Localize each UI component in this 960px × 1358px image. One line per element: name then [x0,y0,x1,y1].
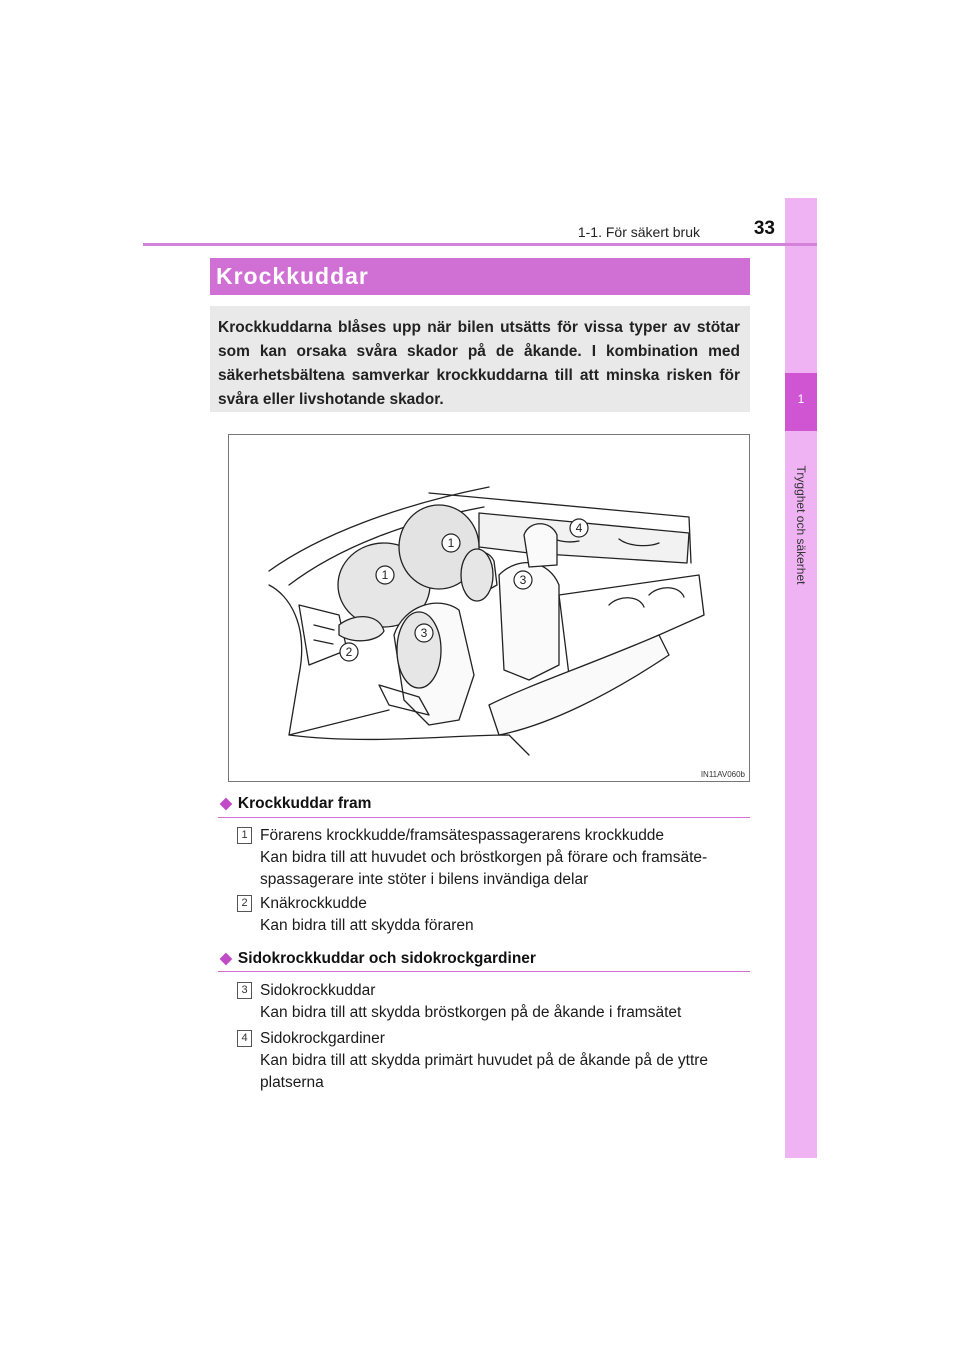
callout-label: 1 [381,568,389,582]
item-number-badge: 3 [237,982,252,999]
section-rule [218,817,750,818]
item-title: Knäkrockkudde [260,895,367,912]
section-heading-front [220,794,371,813]
list-item [260,893,760,937]
page-title: Krockkuddar [216,263,369,289]
item-description-line: Kan bidra till att skydda föraren [260,917,474,934]
item-title: Sidokrockgardiner [260,1030,385,1047]
chapter-label: Trygghet och säkerhet [794,465,808,585]
chapter-side-tab [785,198,817,1158]
section-heading-text: Sidokrockkuddar och sidokrockgardiner [237,950,536,967]
item-description-line: spassagerare inte stöter i bilens invändiga delar [260,871,589,888]
airbag-illustration [228,434,750,782]
item-number-badge: 1 [237,827,252,844]
callout-label: 3 [519,573,527,587]
page-number: 33 [753,218,775,239]
item-description-line: Kan bidra till att huvudet och bröstkorgen på förare och framsäte- [260,849,708,866]
section-heading-text: Krockkuddar fram [237,795,372,812]
list-item [260,980,760,1024]
header-section-title: 1-1. För säkert bruk [577,224,700,240]
item-title: Förarens krockkudde/framsätespassagerarens krockkudde [260,827,665,844]
intro-text: Krockkuddarna blåses upp när bilen utsätts för vissa typer av stötar som kan orsaka svåra skador på de åkande. I kombination med säkerhetsbältena samverkar krockkuddarna till att minska risken för svåra eller livshotande skador. [218,319,740,408]
callout-label: 2 [345,645,353,659]
knee-airbag [339,617,384,641]
side-airbag-driver [397,612,441,688]
item-number-badge: 2 [237,895,252,912]
floor-line [289,735,529,755]
item-title: Sidokrockkuddar [260,982,376,999]
callout-label: 1 [447,536,455,550]
side-airbag-passenger [461,549,493,601]
section-heading-side [220,949,536,968]
list-item [260,825,760,891]
item-description-line: Kan bidra till att skydda bröstkorgen på de åkande i framsätet [260,1004,682,1021]
header-divider [143,243,817,246]
diamond-bullet-icon: ◆ [220,950,232,967]
callout-label: 3 [420,626,428,640]
chapter-number: 1 [797,392,805,406]
item-number-badge: 4 [237,1030,252,1047]
diamond-bullet-icon: ◆ [220,795,232,812]
figure-code: IN11AV060b [700,770,745,779]
section-rule [218,971,750,972]
item-description-line: platserna [260,1074,324,1091]
item-description-line: Kan bidra till att skydda primärt huvudet på de åkande på de yttre [260,1052,709,1069]
list-item [260,1028,760,1094]
callout-label: 4 [575,521,583,535]
car-interior-drawing [229,435,749,781]
